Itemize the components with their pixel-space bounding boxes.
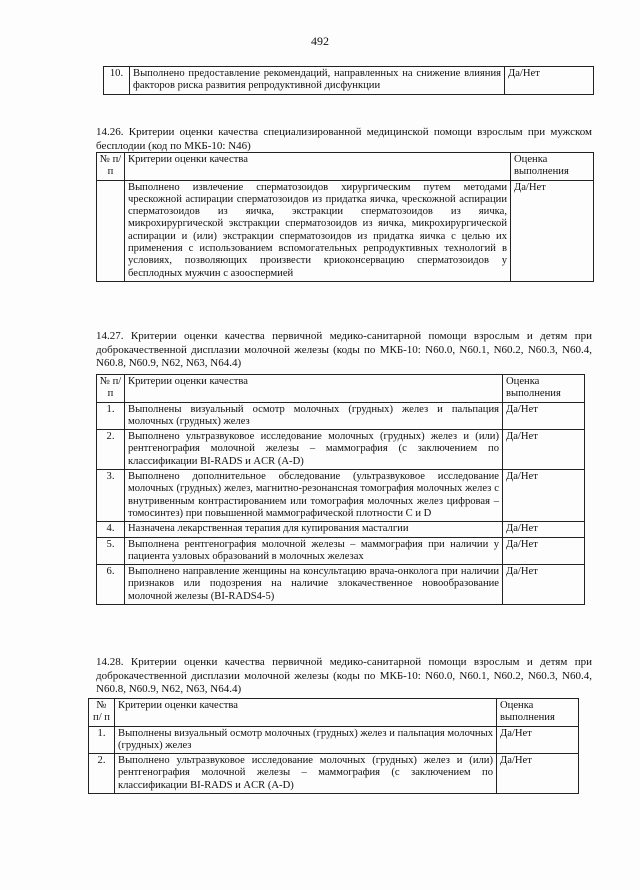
- header-evaluation: Оценка выполнения: [503, 375, 585, 403]
- header-num: № п/п: [97, 375, 125, 403]
- row-number: 4.: [97, 522, 125, 537]
- criterion-text: Назначена лекарственная терапия для купирования масталгии: [125, 522, 503, 537]
- criterion-text: Выполнено ультразвуковое исследование молочных (грудных) желез и (или) рентгенография молочной железы – маммография (с заключением по классификации BI-RADS и ACR (A-D): [115, 754, 497, 794]
- row-number: 1.: [97, 402, 125, 430]
- table-row: [97, 522, 585, 537]
- evaluation-cell: Да/Нет: [497, 754, 579, 794]
- criterion-text: Выполнено извлечение сперматозоидов хирургическим путем методами чрескожной аспирации сперматозоидов из придатка яичка, чрескожной аспирации сперматозоидов из яичка, экстракции сперматозоидов из яичка, микрохирургической экстракции сперматозоидов из яичка, микрохирургической аспирации и (или) экстракции сперматозоидов из придатка яичка с целью их применения с использованием вспомогательных репродуктивных технологий в условиях, позволяющих произвести криоконсервацию сперматозоидов у бесплодных мужчин с азооспермией: [125, 180, 511, 281]
- row-number: 10.: [104, 67, 130, 95]
- table-row: [97, 402, 585, 430]
- criterion-text: Выполнены визуальный осмотр молочных (грудных) желез и пальпация молочных (грудных) желез: [115, 726, 497, 754]
- evaluation-cell: Да/Нет: [497, 726, 579, 754]
- table-row: [104, 67, 594, 95]
- criterion-text: Выполнены визуальный осмотр молочных (грудных) желез и пальпация молочных (грудных) желез: [125, 402, 503, 430]
- row-number: 1.: [89, 726, 115, 754]
- table-row: [97, 470, 585, 522]
- evaluation-cell: Да/Нет: [503, 565, 585, 605]
- header-num: № п/п: [97, 153, 125, 181]
- row-number: 2.: [89, 754, 115, 794]
- criteria-table-14-28: [88, 698, 579, 794]
- table-header-row: [97, 153, 594, 181]
- table-row: [97, 430, 585, 470]
- section-heading-14-28: 14.28. Критерии оценки качества первичной медико-санитарной помощи взрослым и детям при доброкачественной дисплазии молочной железы (коды по МКБ-10: N60.0, N60.1, N60.2, N60.3, N60.4, N60.8, N60.9, N62, N63, N64.4): [96, 656, 592, 695]
- table-header-row: [97, 375, 585, 403]
- continuation-table: [103, 66, 594, 95]
- evaluation-cell: Да/Нет: [503, 470, 585, 522]
- page-number: 492: [311, 34, 329, 48]
- table-row: [89, 726, 579, 754]
- header-num: № п/ п: [89, 699, 115, 727]
- evaluation-cell: Да/Нет: [503, 430, 585, 470]
- row-number: 5.: [97, 537, 125, 565]
- evaluation-cell: Да/Нет: [503, 537, 585, 565]
- table-row: [89, 754, 579, 794]
- header-criteria: Критерии оценки качества: [125, 375, 503, 403]
- row-number: 3.: [97, 470, 125, 522]
- evaluation-cell: Да/Нет: [503, 522, 585, 537]
- header-criteria: Критерии оценки качества: [125, 153, 511, 181]
- criterion-text: Выполнено направление женщины на консультацию врача-онколога при наличии признаков или подозрения на наличие злокачественное новообразование молочной железы (BI-RADS4-5): [125, 565, 503, 605]
- criteria-table-14-27: [96, 374, 585, 605]
- row-number: 6.: [97, 565, 125, 605]
- header-evaluation: Оценка выполнения: [497, 699, 579, 727]
- section-heading-14-27: 14.27. Критерии оценки качества первичной медико-санитарной помощи взрослым и детям при доброкачественной дисплазии молочной железы (коды по МКБ-10: N60.0, N60.1, N60.2, N60.3, N60.4, N60.8, N60.9, N62, N63, N64.4): [96, 330, 592, 369]
- row-number: 2.: [97, 430, 125, 470]
- evaluation-cell: Да/Нет: [511, 180, 594, 281]
- criteria-table-14-26: [96, 152, 594, 282]
- evaluation-cell: Да/Нет: [505, 67, 594, 95]
- criterion-text: Выполнено предоставление рекомендаций, направленных на снижение влияния факторов риска развития репродуктивной дисфункции: [130, 67, 505, 95]
- header-criteria: Критерии оценки качества: [115, 699, 497, 727]
- criterion-text: Выполнено ультразвуковое исследование молочных (грудных) желез и (или) рентгенография молочной железы – маммография (с заключением по классификации BI-RADS и ACR (A-D): [125, 430, 503, 470]
- section-heading-14-26: 14.26. Критерии оценки качества специализированной медицинской помощи взрослым при мужском бесплодии (код по МКБ-10: N46): [96, 126, 592, 152]
- table-header-row: [89, 699, 579, 727]
- table-row: [97, 180, 594, 281]
- row-number: [97, 180, 125, 281]
- table-row: [97, 565, 585, 605]
- table-row: [97, 537, 585, 565]
- header-evaluation: Оценка выполнения: [511, 153, 594, 181]
- criterion-text: Выполнено дополнительное обследование (ультразвуковое исследование молочных (грудных) желез, магнитно-резонансная томография молочных желез с внутривенным контрастированием или томография молочных желез цифровая – томосинтез) при повышенной маммографической плотности C и D: [125, 470, 503, 522]
- criterion-text: Выполнена рентгенография молочной железы – маммография при наличии у пациента узловых образований в молочных железах: [125, 537, 503, 565]
- evaluation-cell: Да/Нет: [503, 402, 585, 430]
